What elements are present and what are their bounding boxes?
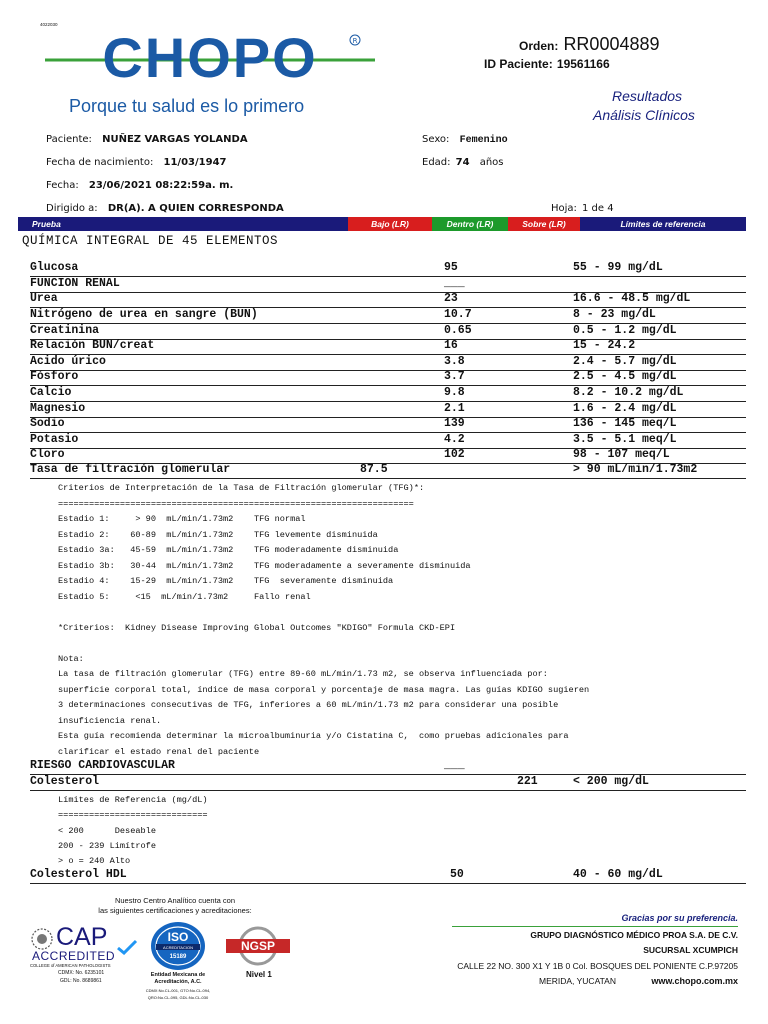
result-name: Acido úrico [30, 355, 106, 368]
address: CALLE 22 NO. 300 X1 Y 1B 0 Col. BOSQUES DEL PONIENTE C.P.97205 [457, 961, 738, 971]
result-ref: 1.6 - 2.4 mg/dL [573, 402, 677, 415]
result-ref: 2.4 - 5.7 mg/dL [573, 355, 677, 368]
dirigido [46, 196, 284, 215]
cert-line-2: las siguientes certificaciones y acreditaciones: [98, 906, 252, 915]
result-ref: 8.2 - 10.2 mg/dL [573, 386, 684, 399]
result-name: FUNCION RENAL [30, 277, 120, 290]
table-row [30, 370, 746, 386]
ema-line-4: QRO:No.CL-095, GDL:No.CL-030 [147, 995, 209, 1000]
result-ref: 40 - 60 mg/dL [573, 868, 663, 881]
result-name: Sodio [30, 417, 65, 430]
ngsp-logo [218, 926, 300, 984]
result-value: ___ [444, 277, 465, 290]
note-line: Esta guía recomienda determinar la microalbuminuria y/o Cistatina C, como pruebas adicionales para [58, 731, 569, 741]
result-value: 87.5 [360, 463, 388, 476]
iso-ema-logo [140, 920, 216, 1005]
sexo [422, 127, 508, 146]
result-name: Calcio [30, 386, 72, 399]
result-ref: 98 - 107 meq/L [573, 448, 670, 461]
result-value: 95 [444, 261, 458, 274]
result-value: 221 [517, 775, 538, 788]
note-line: 3 determinaciones consecutivas de TFG, inferiores a 60 mL/min/1.73 m2 para considerar una posible [58, 700, 559, 710]
orden [519, 34, 660, 55]
note-line: Estadio 1: > 90 mL/min/1.73m2 TFG normal [58, 514, 306, 524]
header-dentro: Dentro (LR) [432, 217, 508, 231]
result-name: Relación BUN/creat [30, 339, 155, 352]
results-header-bar [18, 217, 746, 231]
result-value: 3.8 [444, 355, 465, 368]
note-line: Estadio 3b: 30-44 mL/min/1.73m2 TFG moderadamente a severamente disminuida [58, 560, 471, 571]
note-line: Nota: [58, 653, 84, 664]
note-line: ============================= [58, 810, 208, 821]
table-row [30, 292, 746, 308]
logo-text: CHOPO [102, 30, 318, 89]
note-line: insuficiencia renal. [58, 715, 162, 726]
dirigido-value: DR(A). A QUIEN CORRESPONDA [107, 203, 284, 214]
table-row [30, 448, 746, 464]
result-name: Tasa de filtración glomerular [30, 463, 231, 476]
hoja-label: Hoja: [551, 203, 577, 214]
table-row-tfg [30, 463, 746, 479]
cap-text: CAP [56, 923, 108, 951]
section-riesgo [30, 759, 746, 775]
note-line: Criterios de Interpretación de la Tasa de Filtración glomerular (TFG)*: [58, 483, 425, 493]
note-line: Estadio 3a: 45-59 mL/min/1.73m2 TFG moderadamente disminuida [58, 545, 399, 555]
note-line: Estadio 5: <15 mL/min/1.73m2 Fallo renal [58, 591, 311, 602]
result-ref: 55 - 99 mg/dL [573, 261, 663, 274]
result-ref: 8 - 23 mg/dL [573, 308, 656, 321]
result-ref: 136 - 145 meq/L [573, 417, 677, 430]
checkmark-icon [116, 939, 138, 955]
svg-text:ACREDITACION: ACREDITACION [163, 945, 193, 950]
section-riesgo-name: RIESGO CARDIOVASCULAR [30, 759, 175, 772]
result-ref: 0.5 - 1.2 mg/dL [573, 324, 677, 337]
result-name: Glucosa [30, 261, 79, 274]
result-ref: 3.5 - 5.1 meq/L [573, 433, 677, 446]
result-name: Fósforo [30, 370, 79, 383]
thanks: Gracias por su preferencia. [621, 913, 738, 923]
result-ref: 15 - 24.2 [573, 339, 636, 352]
svg-text:15189: 15189 [169, 954, 187, 960]
cap-subtitle: COLLEGE of AMERICAN PATHOLOGISTS [30, 963, 111, 968]
table-row [30, 402, 746, 418]
result-ref: 16.6 - 48.5 mg/dL [573, 292, 691, 305]
edad-unit: años [479, 157, 504, 168]
company: GRUPO DIAGNÓSTICO MÉDICO PROA S.A. DE C.V. [530, 930, 738, 940]
orden-value: RR0004889 [563, 34, 660, 54]
result-ref: > 90 mL/min/1.73m2 [573, 463, 698, 476]
result-value: 50 [450, 868, 464, 881]
cap-seal-icon [30, 927, 54, 951]
result-value: 3.7 [444, 370, 465, 383]
table-row [30, 433, 746, 449]
ngsp-level: Nivel 1 [246, 970, 272, 979]
id-paciente [484, 57, 610, 71]
sexo-label: Sexo: [422, 134, 450, 145]
result-value: 23 [444, 292, 458, 305]
note-line: Límites de Referencia (mg/dL) [58, 795, 208, 805]
section-riesgo-value: ___ [444, 759, 465, 772]
result-value: 10.7 [444, 308, 472, 321]
hoja-value: 1 de 4 [582, 203, 614, 214]
paciente [46, 127, 248, 146]
fecha-value: 23/06/2021 08:22:59a. m. [88, 180, 234, 191]
table-row [30, 355, 746, 371]
section-quimica: QUÍMICA INTEGRAL DE 45 ELEMENTOS [22, 234, 279, 248]
svg-text:R: R [352, 37, 358, 45]
result-name: Magnesio [30, 402, 86, 415]
result-value: 2.1 [444, 402, 465, 415]
ema-line-3: CDMX:No.CL-001, GTO:No.CL-094, [145, 988, 211, 993]
cap-logo [30, 925, 140, 987]
cap-accredited: ACCREDITED [32, 949, 116, 963]
result-name: Cloro [30, 448, 65, 461]
nacimiento-label: Fecha de nacimiento: [46, 157, 154, 168]
sexo-value: Femenino [459, 135, 508, 146]
result-name: Creatinina [30, 324, 100, 337]
cap-number-2: GDL: No. 8689861 [60, 978, 102, 984]
fecha [46, 173, 233, 192]
nacimiento [46, 150, 226, 169]
paciente-value: NUÑEZ VARGAS YOLANDA [102, 134, 248, 145]
result-value: 102 [444, 448, 465, 461]
fecha-label: Fecha: [46, 180, 79, 191]
hoja [551, 196, 614, 215]
branch: SUCURSAL XCUMPICH [643, 945, 738, 955]
doc-code: 4022030 [40, 22, 58, 27]
edad-label: Edad: [422, 157, 451, 168]
note-line: > o = 240 Alto [58, 856, 131, 867]
id-label: ID Paciente: [484, 57, 553, 71]
result-name: Colesterol HDL [30, 868, 127, 881]
table-row [30, 261, 746, 277]
table-row [30, 386, 746, 402]
svg-text:ISO: ISO [167, 930, 189, 944]
paciente-label: Paciente: [46, 134, 92, 145]
result-value: 4.2 [444, 433, 465, 446]
note-line: < 200 Deseable [58, 825, 156, 836]
result-value: 9.8 [444, 386, 465, 399]
result-value: 16 [444, 339, 458, 352]
result-name: Colesterol [30, 775, 100, 788]
result-value: 0.65 [444, 324, 472, 337]
header-prueba: Prueba [18, 217, 348, 231]
table-row [30, 339, 746, 355]
note-line: superficie corporal total, índice de masa corporal y porcentaje de masa magra. Las guías KDIGO sugieren [58, 684, 590, 695]
edad-value: 74 [455, 157, 470, 168]
cap-number-1: CDMX: No. 6235101 [58, 970, 105, 976]
ema-line-2: Acreditación, A.C. [154, 979, 202, 985]
title-resultados: Resultados [612, 88, 683, 104]
svg-text:NGSP: NGSP [240, 939, 276, 953]
header-sobre: Sobre (LR) [508, 217, 580, 231]
table-row [30, 308, 746, 324]
ema-line-1: Entidad Mexicana de [150, 972, 206, 978]
note-line: Estadio 2: 60-89 mL/min/1.73m2 TFG levemente disminuida [58, 529, 378, 540]
ngsp-seal-icon [220, 926, 296, 966]
website-link[interactable]: www.chopo.com.mx [651, 976, 738, 986]
result-name: Nitrógeno de urea en sangre (BUN) [30, 308, 258, 321]
table-row [30, 324, 746, 340]
note-line: *Criterios: Kidney Disease Improving Global Outcomes "KDIGO" Formula CKD-EPI [58, 622, 456, 633]
table-row-hdl [30, 868, 746, 884]
note-line: Estadio 4: 15-29 mL/min/1.73m2 TFG severamente disminuida [58, 576, 394, 586]
header-limites: Límites de referencia [580, 217, 746, 231]
note-line: ===================================================================== [58, 498, 414, 509]
table-row [30, 277, 746, 293]
footer-rule [452, 926, 738, 927]
result-name: Potasio [30, 433, 79, 446]
iso-seal-icon [148, 920, 208, 972]
city: MERIDA, YUCATAN [539, 976, 616, 986]
slogan: Porque tu salud es lo primero [69, 96, 305, 116]
edad [422, 150, 504, 169]
note-line: 200 - 239 Limítrofe [58, 840, 156, 851]
result-value: 139 [444, 417, 465, 430]
nacimiento-value: 11/03/1947 [163, 157, 227, 168]
note-line: clarificar el estado renal del paciente [58, 746, 260, 757]
dirigido-label: Dirigido a: [46, 203, 98, 214]
id-value: 19561166 [556, 57, 610, 71]
result-name: Urea [30, 292, 58, 305]
title-analisis: Análisis Clínicos [593, 107, 695, 123]
orden-label: Orden: [519, 39, 559, 53]
result-ref: < 200 mg/dL [573, 775, 649, 788]
header-bajo: Bajo (LR) [348, 217, 432, 231]
note-line: La tasa de filtración glomerular (TFG) entre 89-60 mL/min/1.73 m2, se observa influenciada por: [58, 669, 548, 679]
table-row [30, 417, 746, 433]
cert-line-1: Nuestro Centro Analítico cuenta con [114, 896, 236, 905]
table-row-colesterol [30, 775, 746, 791]
result-ref: 2.5 - 4.5 mg/dL [573, 370, 677, 383]
